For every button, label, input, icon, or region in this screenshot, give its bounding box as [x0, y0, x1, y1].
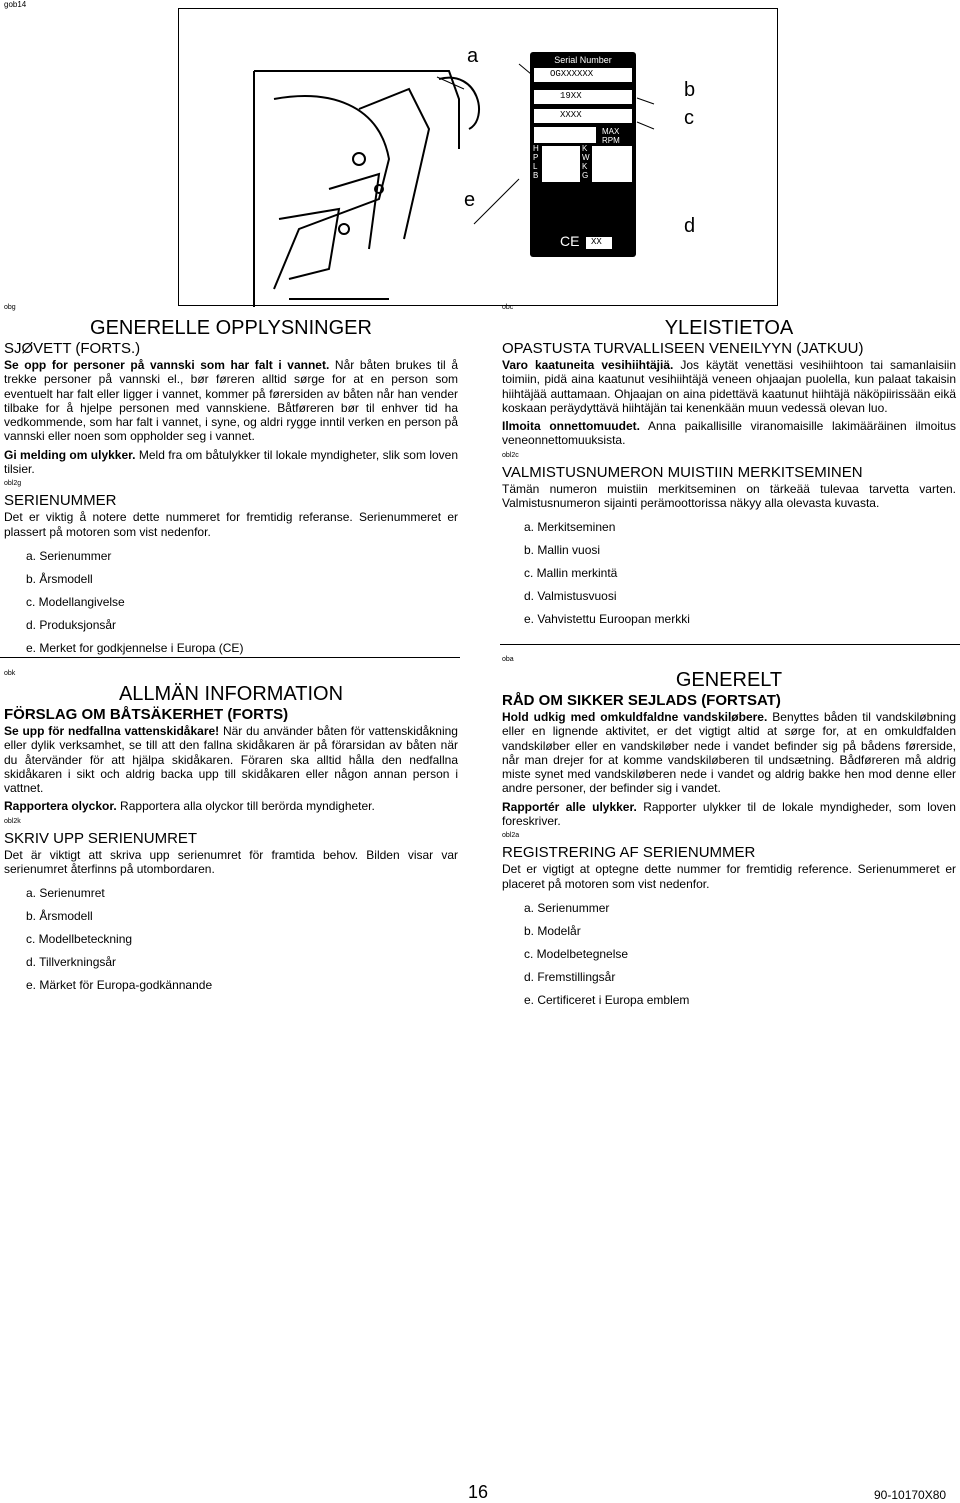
list-item: b. Mallin vuosi [524, 543, 601, 558]
divider [0, 657, 460, 658]
list-item: c. Mallin merkintä [524, 566, 618, 581]
list-item: c. Modellbeteckning [26, 932, 133, 947]
serial-number-plate [530, 52, 636, 257]
paragraph-text: Anna paikallisille viranomaisille lakimääräinen ilmoitus veneonnettomuuksista. [502, 419, 956, 448]
list-item: c. Modelbetegnelse [524, 946, 629, 961]
paragraph-text: Benyttes båden til vandskiløbning eller en lignende aktivitet, er det vigtigt altid at sørge for, at en omkuldfalden vandskiløber eller en vandskiløber nede i vandet befinder sig på bådens førerside, når man drejer for at komme vandskiløberen til undsætning. Bådføreren må aldrig miste synet med vandskiløberen nede i vandet og aldrig bakke hen mod denne eller andre personer, der befinder sig i vandet. [502, 710, 956, 796]
callout-e: e [464, 189, 476, 211]
page-number: 16 [468, 1482, 489, 1502]
section-subtitle: SJØVETT (FORTS.) [4, 340, 141, 357]
plate-title: Serial Number [554, 55, 612, 65]
legend-list [26, 882, 458, 997]
list-item: c. Modellangivelse [26, 594, 125, 609]
list-item: d. Produksjonsår [26, 617, 117, 632]
list-item: b. Årsmodell [26, 909, 93, 924]
section-title: YLEISTIETOA [664, 317, 794, 339]
list-item: a. Serienummer [524, 900, 610, 915]
paragraph-text: Når båten brukes til å trekke personer på vannski el., bør føreren alltid sørge for at en person som eventuelt har falt eller ligger i vannet, kommer på førersiden av båten når han vender tilbake for å hjelpe personen med vannskiene. Båtføreren bør til enhver tid ha vedkommende, som har falt i vannet, i syne, og aldri rygge inntil verken en person på vannski eller noen som oppholder seg i vannet. [4, 358, 458, 444]
callout-c: c [684, 107, 694, 129]
plate-field-model: XXXX [534, 109, 632, 123]
section-finnish [502, 304, 956, 631]
section-title: ALLMÄN INFORMATION [118, 683, 344, 705]
subsection-code: obl2g [4, 480, 22, 488]
subsection-code: obl2a [502, 832, 520, 840]
list-item: b. Årsmodell [26, 571, 93, 586]
paragraph-text: Det er vigtigt at optegne dette nummer for fremtidig reference. Serienummeret er placeret på motoren som vist nedenfor. [502, 862, 956, 891]
callout-a: a [467, 45, 479, 67]
paragraph-text: Meld fra om båtulykker til lokale myndigheter, slik som loven tilsier. [4, 447, 459, 477]
callout-b: b [684, 79, 696, 101]
list-item: e. Certificeret i Europa emblem [524, 992, 690, 1007]
outboard-motor-illustration [179, 9, 779, 307]
plate-right-letters: K W K G [582, 144, 590, 180]
divider [500, 644, 960, 645]
callout-d: d [684, 215, 696, 237]
section-code: obg [4, 304, 16, 311]
paragraph-lead: Gi melding om ulykker. [4, 447, 136, 462]
subsection-code: obl2c [502, 451, 519, 459]
legend-list [524, 516, 956, 631]
paragraph-text: Jos käytät venettäsi vesihiihtoon tai samanlaisiin toimiin, pidä aina kaatunut vesihiihtäjä veneen ohjaajan puolella, kun palaat takaisin hiihtäjää auttamaan. Ohjaajan on aina pidettävä kaatunut hiihtäjä näköpiirissään eikä koskaan peräydyttävä hiihtäjän tai kenenkään muun vedessä olevan luo. [502, 358, 956, 415]
list-item: a. Merkitseminen [524, 520, 616, 535]
list-item: a. Serienummer [26, 548, 112, 563]
serial-number-figure [178, 8, 778, 306]
section-code: obc [502, 304, 514, 311]
section-subtitle: OPASTUSTA TURVALLISEEN VENEILYYN (JATKUU) [502, 340, 864, 357]
page-code: gob14 [4, 0, 27, 9]
subsection-code: obl2k [4, 817, 21, 825]
paragraph-text: Det är viktigt att skriva upp serienumret för framtida behov. Bilden visar var serienumret återfinns på utombordaren. [4, 847, 458, 877]
legend-list [26, 545, 458, 660]
list-item: e. Vahvistettu Euroopan merkki [524, 612, 690, 627]
subsection-heading: REGISTRERING AF SERIENUMMER [502, 844, 756, 862]
paragraph-text: När du använder båten för vattenskidåkning eller dylik verksamhet, se till att den fallna skidåkaren är på förarsidan av båten när du återvänder för att hjälpa skidåkaren. Föraren ska alltid hålla den nedfallna skidåkaren i sikt och aldrig backa upp till skidåkaren eller någon annan person i vattnet. [4, 724, 458, 796]
legend-list [524, 897, 956, 1012]
subsection-heading: VALMISTUSNUMERON MUISTIIN MERKITSEMINEN [502, 463, 863, 481]
section-title: GENERELT [675, 669, 783, 691]
paragraph-text: Det er viktig å notere dette nummeret for fremtidig referanse. Serienummeret er plassert på motoren som vist nedenfor. [4, 510, 458, 539]
paragraph-lead: Se opp for personer på vannski som har falt i vannet. [4, 358, 330, 372]
paragraph-text: Rapportera alla olyckor till berörda myndigheter. [116, 799, 375, 814]
plate-field-blank [534, 127, 596, 143]
paragraph-text: Tämän numeron muistiin merkitseminen on tärkeää tulevaa tarvetta varten. Valmistusnumeron sijainti perämoottorissa näkyy alla olevasta kuvasta. [502, 481, 956, 511]
plate-field-ce: XX [586, 237, 612, 249]
section-code: obk [4, 670, 16, 677]
plate-max-rpm: MAX RPM [602, 127, 620, 145]
plate-field-year: 19XX [534, 90, 632, 104]
list-item: b. Modelår [524, 923, 581, 938]
paragraph-lead: Ilmoita onnettomuudet. [502, 419, 640, 434]
list-item: e. Merket for godkjennelse i Europa (CE) [26, 640, 244, 655]
subsection-heading: SERIENUMMER [4, 492, 117, 510]
plate-field-power [542, 146, 580, 182]
section-norwegian [4, 304, 458, 660]
section-danish [502, 656, 956, 1012]
subsection-heading: SKRIV UPP SERIENUMRET [4, 829, 198, 847]
list-item: a. Serienumret [26, 886, 105, 901]
paragraph-lead: Hold udkig med omkuldfaldne vandskiløbere. [502, 710, 768, 724]
section-code: oba [502, 656, 514, 663]
list-item: d. Tillverkningsår [26, 955, 117, 970]
section-subtitle: FÖRSLAG OM BÅTSÄKERHET (FORTS) [4, 706, 289, 723]
ce-mark-icon: CE [560, 233, 580, 249]
section-swedish [4, 670, 458, 997]
paragraph-lead: Rapportera olyckor. [4, 799, 117, 814]
paragraph-lead: Se upp för nedfallna vattenskidåkare! [4, 724, 220, 738]
plate-field-weight [592, 146, 632, 182]
paragraph-lead: Rapportér alle ulykker. [502, 799, 637, 814]
list-item: d. Valmistusvuosi [524, 589, 617, 604]
paragraph-lead: Varo kaatuneita vesihiihtäjiä. [502, 358, 674, 372]
list-item: d. Fremstillingsår [524, 969, 616, 984]
section-title: GENERELLE OPPLYSNINGER [90, 317, 372, 339]
plate-field-serial: OGXXXXXX [534, 68, 632, 82]
list-item: e. Märket för Europa-godkännande [26, 978, 213, 993]
document-number: 90-10170X80 [874, 1488, 947, 1502]
plate-left-letters: H P L B [533, 144, 539, 180]
paragraph-text: Rapporter ulykker til de lokale myndigheder, som loven foreskriver. [502, 799, 956, 829]
section-subtitle: RÅD OM SIKKER SEJLADS (FORTSAT) [502, 692, 781, 709]
